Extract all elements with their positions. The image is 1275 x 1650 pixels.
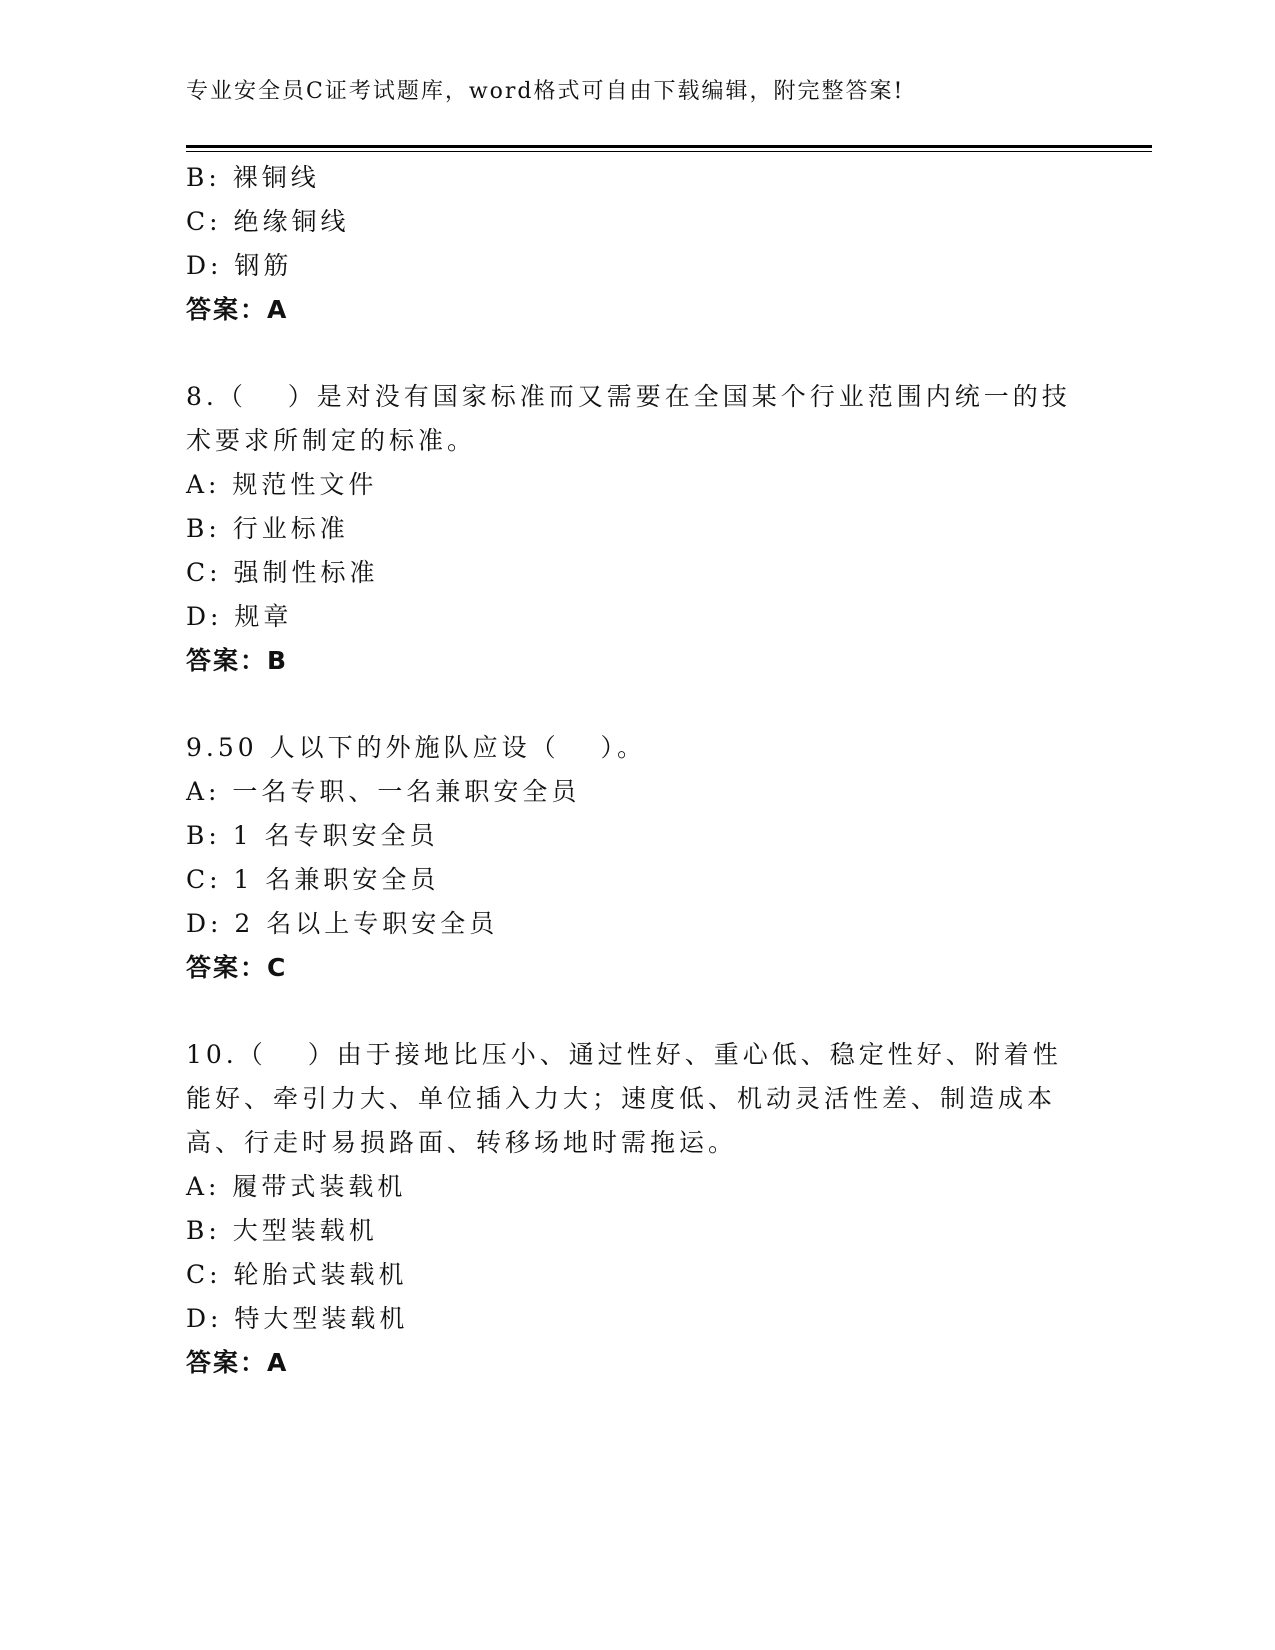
q9-option-d: D: 2 名以上专职安全员 xyxy=(186,909,499,938)
q8-option-c: C: 强制性标准 xyxy=(186,558,379,587)
q7-option-d: D: 钢筋 xyxy=(186,251,293,280)
q8-option-a: A: 规范性文件 xyxy=(186,470,378,499)
q8-answer: 答案：B xyxy=(186,646,289,675)
q10-stem-line1: 10.（ ）由于接地比压小、通过性好、重心低、稳定性好、附着性 xyxy=(186,1040,1062,1069)
q10-option-a: A: 履带式装载机 xyxy=(186,1172,407,1201)
q8-stem-line2: 术要求所制定的标准。 xyxy=(186,426,477,455)
q7-option-b: B: 裸铜线 xyxy=(186,163,320,192)
q9-option-c: C: 1 名兼职安全员 xyxy=(186,865,440,894)
header-divider-thin xyxy=(186,151,1152,152)
q9-option-b: B: 1 名专职安全员 xyxy=(186,821,439,850)
q7-option-c: C: 绝缘铜线 xyxy=(186,207,350,236)
q8-option-d: D: 规章 xyxy=(186,602,293,631)
q9-option-a: A: 一名专职、一名兼职安全员 xyxy=(186,777,581,806)
q9-answer: 答案：C xyxy=(186,953,288,982)
page-header: 专业安全员C证考试题库，word格式可自由下载编辑，附完整答案! xyxy=(186,79,905,104)
q8-option-b: B: 行业标准 xyxy=(186,514,349,543)
q10-stem-line2: 能好、牵引力大、单位插入力大；速度低、机动灵活性差、制造成本 xyxy=(186,1084,1057,1113)
header-divider-thick xyxy=(186,145,1152,148)
q10-option-d: D: 特大型装载机 xyxy=(186,1304,409,1333)
q8-stem-line1: 8.（ ）是对没有国家标准而又需要在全国某个行业范围内统一的技 xyxy=(186,382,1071,411)
q10-answer: 答案：A xyxy=(186,1348,289,1377)
q9-stem-line1: 9.50 人以下的外施队应设（ ）。 xyxy=(186,733,647,762)
q10-option-b: B: 大型装载机 xyxy=(186,1216,378,1245)
q10-stem-line3: 高、行走时易损路面、转移场地时需拖运。 xyxy=(186,1128,738,1157)
q10-option-c: C: 轮胎式装载机 xyxy=(186,1260,408,1289)
q7-answer: 答案：A xyxy=(186,295,289,324)
